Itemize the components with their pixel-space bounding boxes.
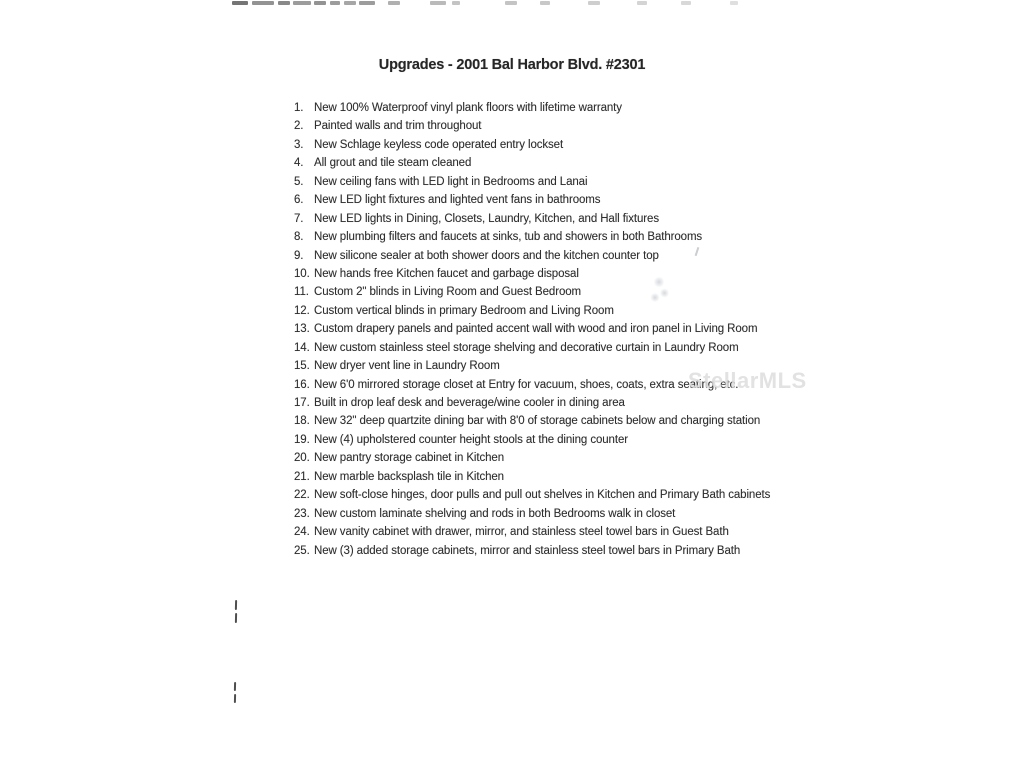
list-item [294, 117, 770, 135]
list-item-text: Custom vertical blinds in primary Bedroom and Living Room [314, 304, 614, 317]
list-item-text: New (3) added storage cabinets, mirror and stainless steel towel bars in Primary Bath [314, 544, 741, 557]
list-item-text: New ceiling fans with LED light in Bedrooms and Lanai [314, 175, 588, 188]
list-item-text: New soft-close hinges, door pulls and pull out shelves in Kitchen and Primary Bath cabinets [314, 489, 771, 502]
list-item-number: 16. [294, 378, 310, 391]
list-item-number: 14. [294, 341, 310, 354]
mls-watermark: StellarMLS [688, 368, 807, 393]
list-item-text: Built in drop leaf desk and beverage/wine cooler in dining area [314, 397, 625, 409]
list-item-text: New custom laminate shelving and rods in both Bedrooms walk in closet [314, 507, 676, 520]
list-item [294, 99, 770, 117]
list-item-number: 24. [294, 526, 310, 539]
list-item-number: 23. [294, 507, 310, 520]
scan-artifact-smudge [660, 288, 669, 298]
list-item [294, 339, 770, 357]
list-item [294, 320, 770, 338]
list-item [294, 283, 770, 301]
list-item-text: New silicone sealer at both shower doors and the kitchen counter top [314, 249, 659, 262]
scan-artifact-smudge [650, 293, 660, 302]
list-item [294, 136, 770, 154]
list-item-number: 18. [294, 415, 310, 428]
list-item-text: New 32" deep quartzite dining bar with 8'0 of storage cabinets below and charging station [314, 415, 761, 428]
list-item-number: 6. [294, 194, 304, 207]
upgrades-list [294, 99, 770, 560]
list-item [294, 505, 770, 523]
list-item-text: New plumbing filters and faucets at sinks, tub and showers in both Bathrooms [314, 231, 703, 244]
scan-artifact-pen-mark [235, 600, 237, 610]
list-item [294, 265, 770, 283]
list-item [294, 523, 770, 541]
list-item [294, 486, 770, 504]
list-item [294, 542, 770, 560]
list-item-number: 3. [294, 138, 304, 151]
list-item [294, 468, 770, 486]
list-item-number: 25. [294, 544, 310, 557]
scan-artifact-pen-mark [235, 613, 237, 623]
list-item-text: Painted walls and trim throughout [314, 120, 482, 133]
list-item-text: Custom 2" blinds in Living Room and Guest Bedroom [314, 286, 582, 299]
list-item-text: New pantry storage cabinet in Kitchen [314, 452, 504, 465]
list-item-number: 1. [294, 102, 304, 114]
list-item-number: 8. [294, 231, 304, 244]
list-item-text: New LED light fixtures and lighted vent fans in bathrooms [314, 194, 601, 207]
list-item [294, 412, 770, 430]
list-item-number: 19. [294, 433, 310, 446]
list-item-number: 2. [294, 120, 304, 133]
list-item-number: 11. [294, 286, 309, 299]
list-item [294, 228, 770, 246]
list-item-text: New Schlage keyless code operated entry lockset [314, 138, 564, 151]
list-item [294, 431, 770, 449]
list-item [294, 394, 770, 412]
list-item-text: New 6'0 mirrored storage closet at Entry for vacuum, shoes, coats, extra seating, etc. [314, 378, 739, 391]
list-item-number: 20. [294, 452, 310, 465]
list-item [294, 210, 770, 228]
list-item-text: New marble backsplash tile in Kitchen [314, 470, 504, 483]
list-item-number: 21. [294, 470, 310, 483]
list-item-number: 13. [294, 323, 310, 336]
list-item [294, 449, 770, 467]
scan-artifact-pen-mark [234, 682, 236, 691]
list-item-number: 22. [294, 489, 310, 502]
list-item-text: New dryer vent line in Laundry Room [314, 360, 500, 373]
list-item [294, 302, 770, 320]
list-item [294, 154, 770, 172]
list-item-text: New vanity cabinet with drawer, mirror, and stainless steel towel bars in Guest Bath [314, 526, 729, 539]
list-item-number: 5. [294, 175, 304, 188]
list-item-number: 12. [294, 304, 310, 317]
list-item [294, 191, 770, 209]
page-title: Upgrades - 2001 Bal Harbor Blvd. #2301 [378, 57, 646, 73]
list-item-number: 7. [294, 212, 304, 225]
list-item-number: 10. [294, 267, 310, 280]
list-item-text: New 100% Waterproof vinyl plank floors with lifetime warranty [314, 102, 622, 114]
list-item-text: New (4) upholstered counter height stools at the dining counter [314, 433, 628, 446]
list-item-number: 15. [294, 360, 310, 373]
list-item [294, 247, 770, 265]
list-item-number: 4. [294, 157, 304, 170]
list-item-text: New custom stainless steel storage shelving and decorative curtain in Laundry Room [314, 341, 739, 354]
list-item-text: All grout and tile steam cleaned [314, 157, 472, 170]
list-item-text: New LED lights in Dining, Closets, Laundry, Kitchen, and Hall fixtures [314, 212, 659, 225]
list-item-number: 17. [294, 397, 310, 409]
list-item-number: 9. [294, 249, 304, 262]
scan-artifact-smudge [654, 276, 664, 288]
list-item-text: New hands free Kitchen faucet and garbage disposal [314, 267, 579, 280]
scan-artifact-pen-mark [234, 694, 236, 703]
list-item-text: Custom drapery panels and painted accent wall with wood and iron panel in Living Room [314, 323, 758, 336]
list-item [294, 173, 770, 191]
